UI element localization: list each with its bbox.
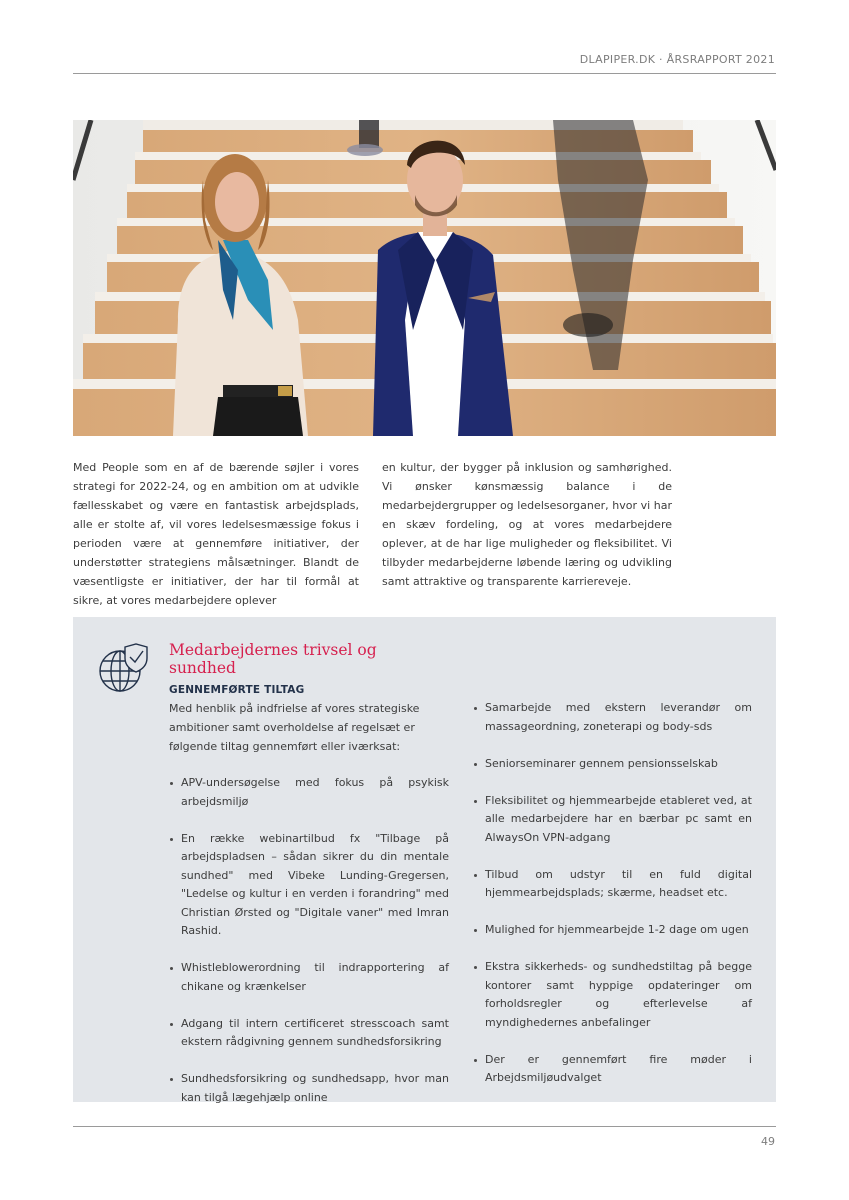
running-header: DLAPIPER.DK · ÅRSRAPPORT 2021 — [579, 53, 775, 66]
list-item: Adgang til intern certificeret stresscoach samt ekstern rådgivning gennem sundhedsforsikring — [169, 1015, 449, 1052]
list-item: Samarbejde med ekstern leverandør om massageordning, zoneterapi og body-sds — [473, 699, 752, 736]
list-item: Ekstra sikkerheds- og sundhedstiltag på begge kontorer samt hyppige opdateringer om forholdsregler og efterlevelse af myndighedernes anbefalinger — [473, 958, 752, 1032]
list-item: Der er gennemført fire møder i Arbejdsmiljøudvalget — [473, 1051, 752, 1088]
list-item: Sundhedsforsikring og sundhedsapp, hvor man kan tilgå lægehjælp online — [169, 1070, 449, 1107]
footer-rule — [73, 1126, 776, 1127]
intro-paragraph-2: en kultur, der bygger på inklusion og samhørighed. Vi ønsker kønsmæssig balance i de medarbejdergrupper og ledelsesorganer, hvor vi har en skæv fordeling, og at vores medarbejdere oplever, at de har lige muligheder og fleksibilitet. Vi tilbyder medarbejderne løbende læring og udvikling samt attraktive og transparente karriereveje. — [382, 461, 672, 588]
box-subtitle: GENNEMFØRTE TILTAG — [169, 684, 305, 696]
intro-column-1 — [73, 458, 359, 610]
list-item: En række webinartilbud fx "Tilbage på arbejdspladsen – sådan sikrer du din mentale sundhed" med Vibeke Lunding-Gregersen, "Ledelse og kultur i en verden i forandring" med Christian Ørsted og "Digitale vaner" med Imran Rashid. — [169, 830, 449, 941]
list-item: Whistleblowerordning til indrapportering af chikane og krænkelser — [169, 959, 449, 996]
box-lead-text: Med henblik på indfrielse af vores strategiske ambitioner samt overholdelse af regelsæt er følgende tiltag gennemført eller iværksat: — [169, 702, 420, 753]
header-rule — [73, 73, 776, 74]
intro-paragraph-1: Med People som en af de bærende søjler i vores strategi for 2022-24, og en ambition om at udvikle fællesskabet og være en fantastisk arbejdsplads, alle er stolte af, vil vores ledelsesmæssige fokus i perioden være at gennemføre initiativer, der understøtter strategiens målsætninger. Blandt de væsentligste er initiativer, der har til formål at sikre, at vores medarbejdere oplever — [73, 461, 359, 607]
list-item: Mulighed for hjemmearbejde 1-2 dage om ugen — [473, 921, 752, 940]
staircase-photo — [73, 120, 776, 436]
initiatives-list-right — [473, 699, 752, 1106]
page-number: 49 — [761, 1135, 775, 1148]
globe-shield-check-icon — [98, 643, 148, 695]
list-item: Seniorseminarer gennem pensionsselskab — [473, 755, 752, 774]
list-item: APV-undersøgelse med fokus på psykisk arbejdsmiljø — [169, 774, 449, 811]
list-item: Tilbud om udstyr til en fuld digital hjemmearbejdsplads; skærme, headset etc. — [473, 866, 752, 903]
list-item: Fleksibilitet og hjemmearbejde etableret ved, at alle medarbejdere har en bærbar pc samt en AlwaysOn VPN-adgang — [473, 792, 752, 848]
intro-column-2 — [382, 458, 672, 591]
box-title: Medarbejdernes trivsel og sundhed — [169, 641, 377, 677]
initiatives-list-left — [169, 774, 449, 1126]
